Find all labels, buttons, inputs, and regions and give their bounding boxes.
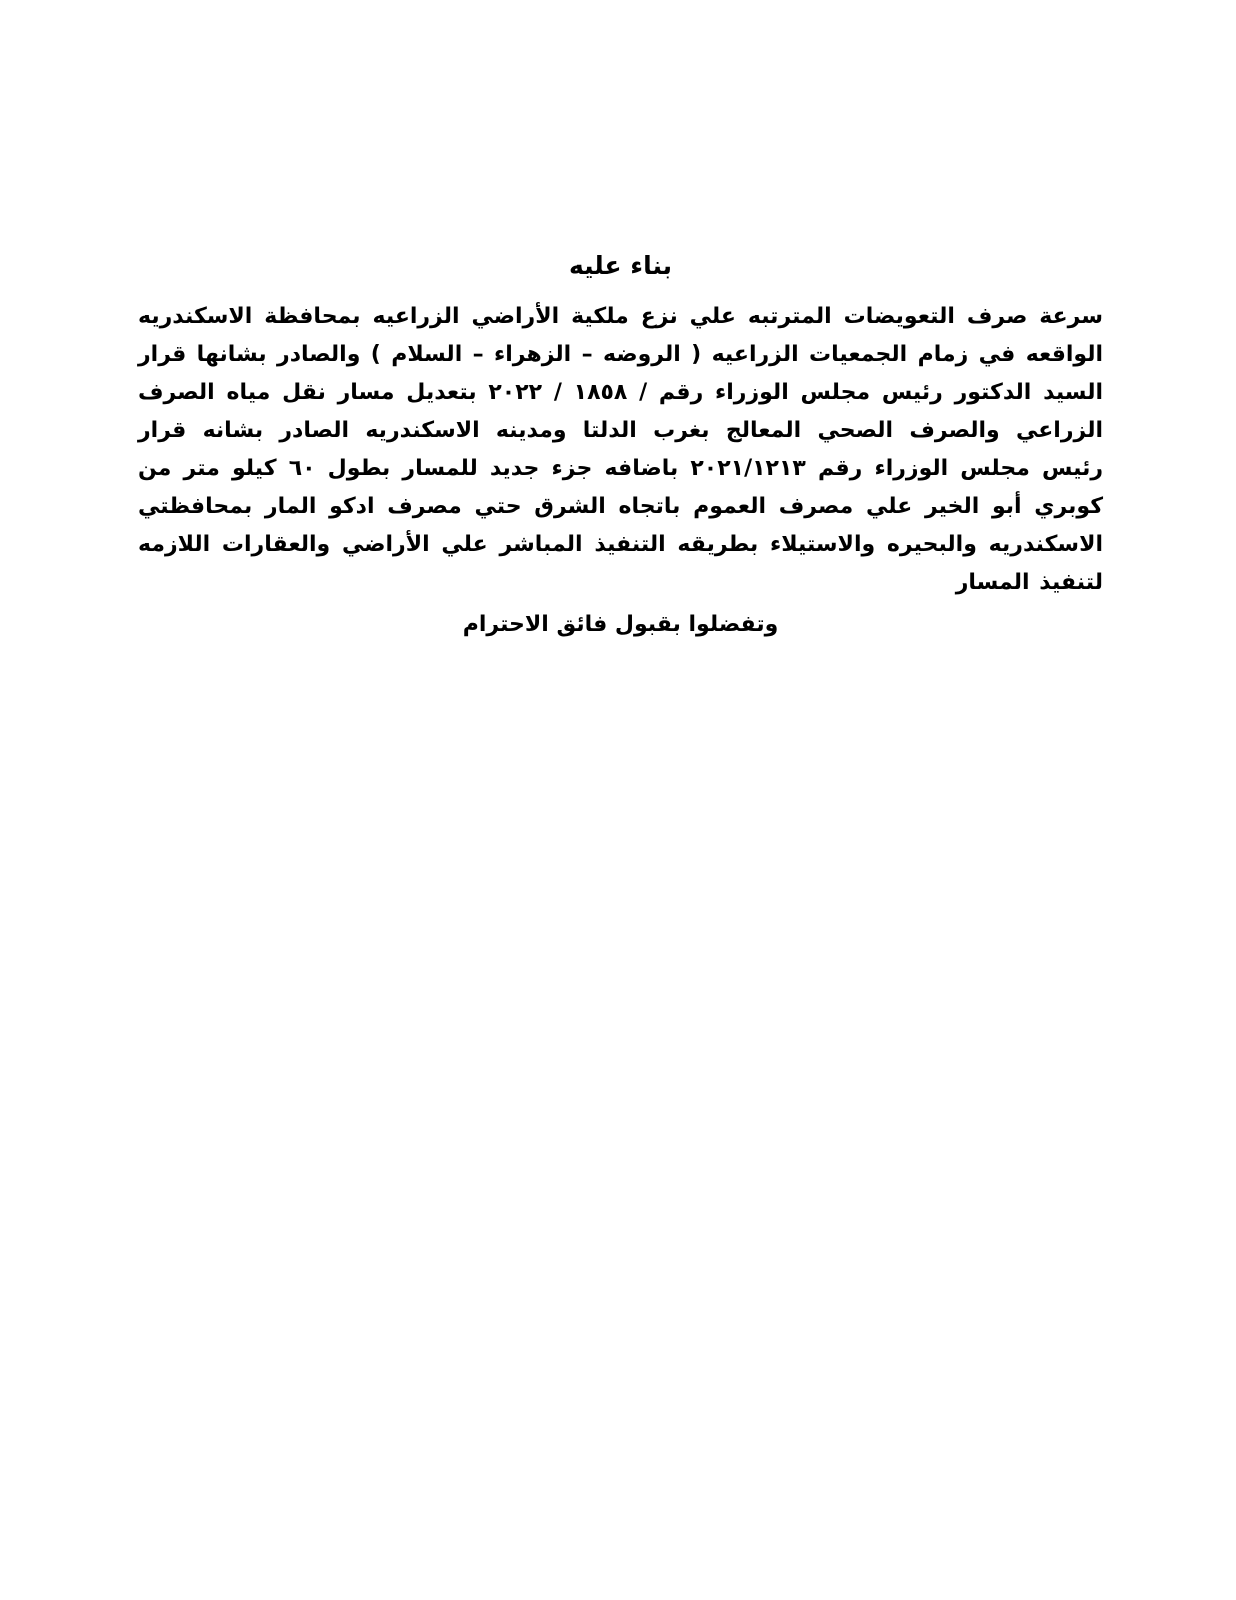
- section-heading: بناء عليه: [568, 251, 673, 280]
- letter-content: [138, 250, 1103, 644]
- closing-salutation: وتفضلوا بقبول فائق الاحترام: [462, 612, 779, 637]
- body-paragraph: سرعة صرف التعويضات المترتبه علي نزع ملكية الأراضي الزراعيه بمحافظة الاسكندريه الواقعه في زمام الجمعيات الزراعيه ( الروضه – الزهراء – السلام ) والصادر بشانها قرار السيد الدكتور رئيس مجلس الوزراء رقم / ١٨٥٨ / ٢٠٢٢ بتعديل مسار نقل مياه الصرف الزراعي والصرف الصحي المعالج بغرب الدلتا ومدينه الاسكندريه الصادر بشانه قرار رئيس مجلس الوزراء رقم ٢٠٢١/١٢١٣ باضافه جزء جديد للمسار بطول ٦٠ كيلو متر من كوبري أبو الخير علي مصرف العموم باتجاه الشرق حتي مصرف ادكو المار بمحافظتي الاسكندريه والبحيره والاستيلاء بطريقه التنفيذ المباشر علي الأراضي والعقارات اللازمه لتنفيذ المسار: [138, 304, 1103, 595]
